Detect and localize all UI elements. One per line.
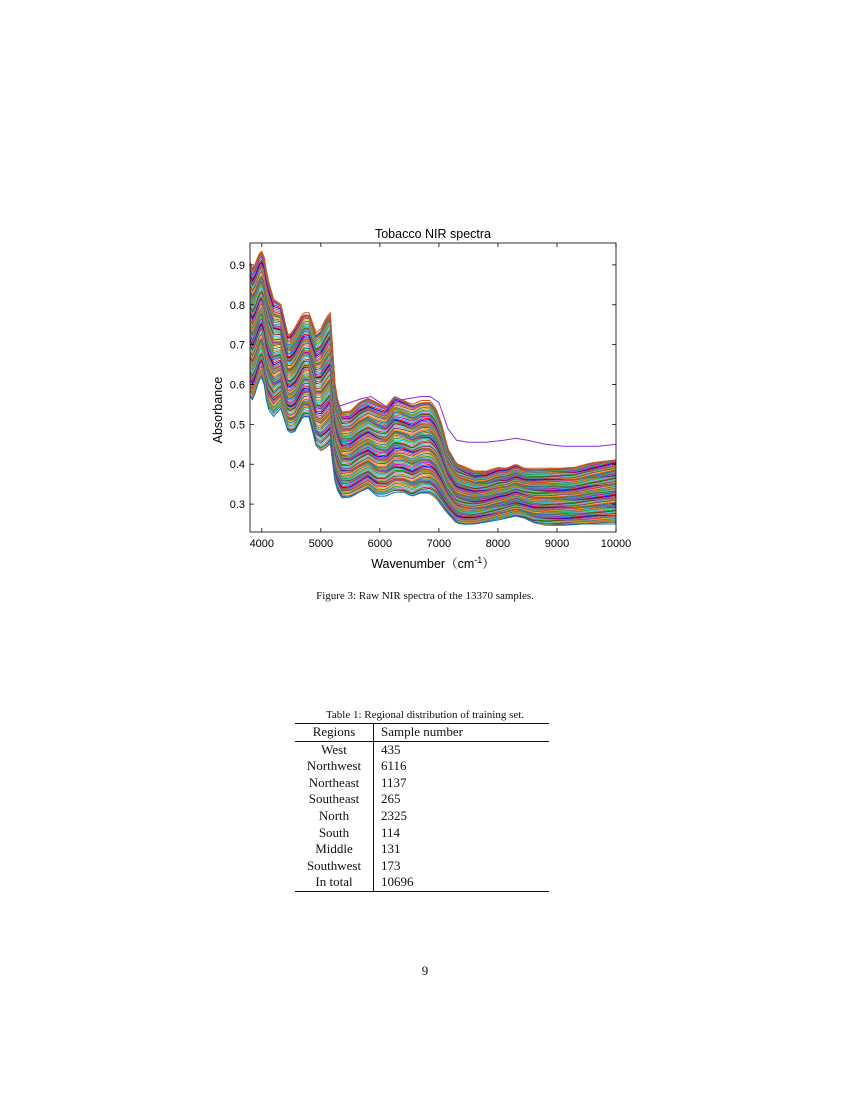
sample-number-cell: 131 bbox=[381, 841, 401, 857]
figure-caption: Figure 3: Raw NIR spectra of the 13370 samples. bbox=[316, 590, 534, 602]
region-cell: North bbox=[295, 808, 374, 825]
regional-distribution-table bbox=[295, 723, 549, 892]
table-row bbox=[295, 825, 549, 842]
region-cell: South bbox=[295, 825, 374, 842]
x-tick-label: 7000 bbox=[426, 538, 452, 550]
sample-number-cell: 6116 bbox=[381, 758, 407, 774]
spectra-lines bbox=[250, 251, 616, 525]
plot-area bbox=[250, 251, 616, 525]
table-row bbox=[295, 791, 549, 808]
x-tick-label: 4000 bbox=[249, 538, 275, 550]
x-tick-label: 5000 bbox=[308, 538, 334, 550]
table-row bbox=[295, 758, 549, 775]
table-row bbox=[295, 858, 549, 875]
sample-number-cell: 435 bbox=[381, 741, 401, 757]
table-row bbox=[295, 841, 549, 858]
x-tick-label: 6000 bbox=[367, 538, 393, 550]
region-cell: Southwest bbox=[295, 858, 374, 875]
region-cell: Middle bbox=[295, 841, 374, 858]
table-row bbox=[295, 874, 549, 891]
table-row bbox=[295, 775, 549, 792]
y-tick-label: 0.6 bbox=[229, 379, 245, 392]
sample-number-cell: 114 bbox=[381, 824, 401, 840]
x-axis-label-close: ） bbox=[482, 557, 495, 571]
sample-number-cell: 1137 bbox=[381, 774, 407, 790]
region-cell: West bbox=[295, 741, 374, 758]
y-axis-label: Absorbance bbox=[211, 376, 225, 444]
chart-title: Tobacco NIR spectra bbox=[374, 227, 492, 241]
region-cell: In total bbox=[295, 874, 374, 891]
table-row bbox=[295, 808, 549, 825]
x-axis-label-main: Wavenumber（cm bbox=[371, 557, 475, 571]
sample-number-cell: 173 bbox=[381, 857, 401, 873]
y-tick-label: 0.5 bbox=[229, 419, 245, 432]
column-header-sample-number: Sample number bbox=[381, 724, 463, 739]
nir-spectra-figure bbox=[200, 222, 640, 582]
y-tick-label: 0.7 bbox=[229, 339, 245, 352]
x-tick-label: 10000 bbox=[600, 538, 632, 550]
x-tick-label: 8000 bbox=[485, 538, 511, 550]
x-tick-label: 9000 bbox=[544, 538, 570, 550]
page-number: 9 bbox=[421, 963, 429, 978]
y-tick-label: 0.4 bbox=[229, 459, 245, 472]
table-row bbox=[295, 741, 549, 758]
x-axis-label-superscript: -1 bbox=[474, 555, 483, 565]
sample-number-cell: 10696 bbox=[381, 874, 414, 890]
region-cell: Southeast bbox=[295, 791, 374, 808]
y-tick-label: 0.3 bbox=[229, 499, 245, 512]
column-header-regions: Regions bbox=[295, 724, 374, 742]
sample-number-cell: 265 bbox=[381, 791, 401, 807]
x-axis-label bbox=[371, 555, 495, 571]
region-cell: Northwest bbox=[295, 758, 374, 775]
region-cell: Northeast bbox=[295, 775, 374, 792]
table-caption: Table 1: Regional distribution of training set. bbox=[325, 709, 525, 721]
y-tick-label: 0.8 bbox=[229, 299, 245, 312]
sample-number-cell: 2325 bbox=[381, 807, 407, 823]
table-header-row bbox=[295, 724, 549, 742]
y-tick-label: 0.9 bbox=[229, 259, 245, 272]
